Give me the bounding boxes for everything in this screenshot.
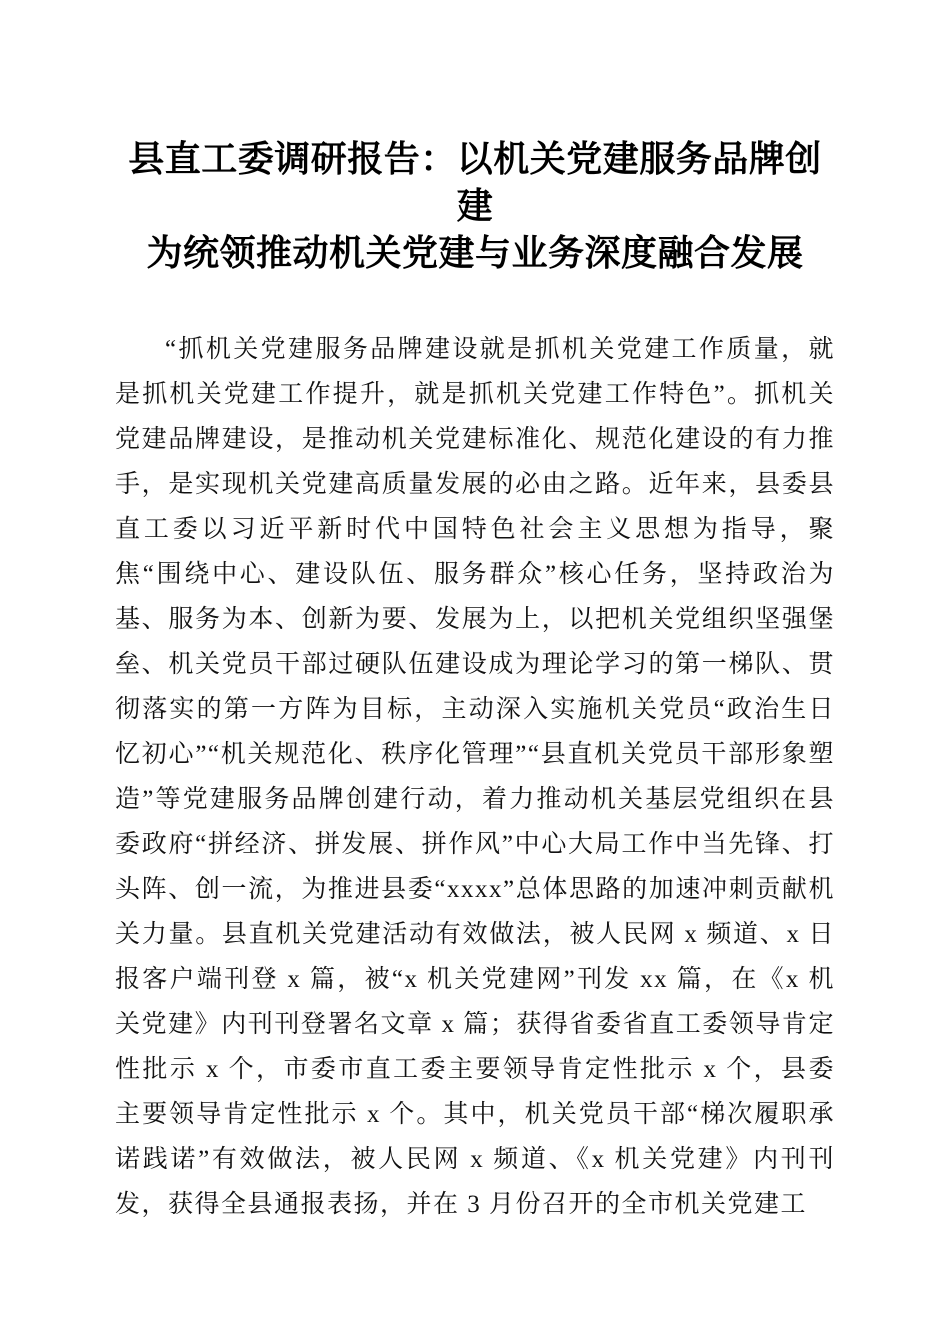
document-title-line-2: 为统领推动机关党建与业务深度融合发展: [146, 233, 804, 273]
document-content: [115, 0, 835, 1227]
document-title-line-1: 县直工委调研报告：以机关党建服务品牌创建: [128, 139, 822, 226]
body-paragraph: “抓机关党建服务品牌建设就是抓机关党建工作质量，就是抓机关党建工作提升，就是抓机关党建工作特色”。抓机关党建品牌建设，是推动机关党建标准化、规范化建设的有力推手，是实现机关党建高质量发展的必由之路。近年来，县委县直工委以习近平新时代中国特色社会主义思想为指导，聚焦“围绕中心、建设队伍、服务群众”核心任务，坚持政治为基、服务为本、创新为要、发展为上，以把机关党组织坚强堡垒、机关党员干部过硬队伍建设成为理论学习的第一梯队、贯彻落实的第一方阵为目标，主动深入实施机关党员“政治生日忆初心”“机关规范化、秩序化管理”“县直机关党员干部形象塑造”等党建服务品牌创建行动，着力推动机关基层党组织在县委政府“拼经济、拼发展、拼作风”中心大局工作中当先锋、打头阵、创一流，为推进县委“xxxx”总体思路的加速冲刺贡献机关力量。县直机关党建活动有效做法，被人民网 x 频道、x 日报客户端刊登 x 篇，被“x 机关党建网”刊发 xx 篇，在《x 机关党建》内刊刊登署名文章 x 篇；获得省委省直工委领导肯定性批示 x 个，市委市直工委主要领导肯定性批示 x 个，县委主要领导肯定性批示 x 个。其中，机关党员干部“梯次履职承诺践诺”有效做法，被人民网 x 频道、《x 机关党建》内刊刊发，获得全县通报表扬，并在 3 月份召开的全市机关党建工: [115, 336, 835, 1218]
document-title: [115, 0, 835, 277]
